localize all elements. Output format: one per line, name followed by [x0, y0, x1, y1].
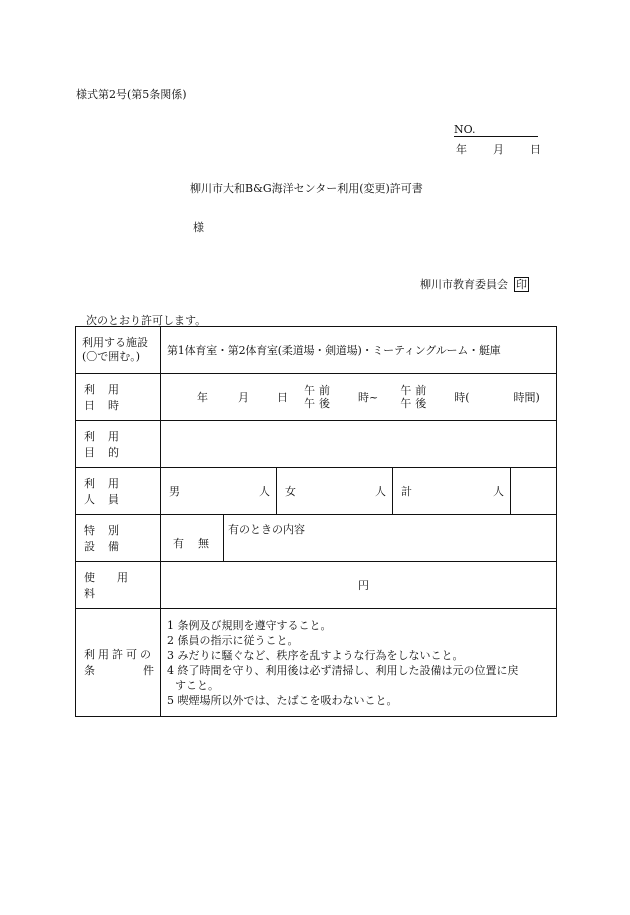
- conditions-label-char2: 件: [143, 663, 154, 677]
- male-label: 男: [169, 485, 180, 498]
- document-number-field[interactable]: [454, 123, 538, 137]
- date-month: 月: [493, 143, 504, 156]
- datetime-row: [76, 374, 557, 421]
- female-label: 女: [285, 485, 296, 498]
- fee-row: [76, 562, 557, 609]
- purpose-cell[interactable]: [161, 421, 557, 468]
- datetime-cell[interactable]: [161, 374, 557, 421]
- fee-label: [76, 562, 161, 609]
- hours-total: 時間): [513, 391, 540, 404]
- people-label: [76, 468, 161, 515]
- document-title: 柳川市大和B&G海洋センター利用(変更)許可書: [190, 182, 423, 195]
- fee-cell[interactable]: [161, 562, 557, 609]
- fee-unit: 円: [358, 579, 370, 592]
- condition-4-cont: すこと。: [175, 678, 219, 692]
- male-count-cell[interactable]: [161, 468, 277, 515]
- seal-mark: 印: [516, 278, 527, 291]
- condition-4: 4 終了時間を守り、利用後は必ず清掃し、利用した設備は元の位置に戻: [167, 663, 519, 677]
- purpose-label: [76, 421, 161, 468]
- form-number: 様式第2号(第5条関係): [76, 88, 187, 101]
- purpose-row: [76, 421, 557, 468]
- special-label-text: 特別設備: [84, 524, 132, 553]
- end-am: 午前: [400, 384, 431, 397]
- fee-label-text: 使用料: [84, 571, 150, 600]
- people-label-text: 利用人員: [84, 477, 132, 506]
- people-row: [76, 468, 557, 515]
- purpose-label-text: 利用目的: [84, 430, 132, 459]
- facility-options: 第1体育室・第2体育室(柔道場・剣道場)・ミーティングルーム・艇庫: [167, 344, 501, 357]
- datetime-year: 年: [197, 391, 208, 404]
- start-ampm[interactable]: [304, 384, 334, 410]
- facility-label-line1: 利用する施設: [82, 336, 148, 349]
- datetime-day: 日: [277, 391, 288, 404]
- special-detail-label: 有のときの内容: [228, 523, 305, 536]
- date-year: 年: [456, 143, 467, 156]
- facility-label-line2: (〇で囲む。): [82, 350, 141, 363]
- conditions-cell: [161, 609, 557, 717]
- datetime-month: 月: [238, 391, 249, 404]
- total-label: 計: [401, 485, 412, 498]
- special-equipment-row: [76, 515, 557, 562]
- facility-options-cell[interactable]: [161, 327, 557, 374]
- special-yes-no-cell[interactable]: [161, 515, 224, 562]
- no-label: NO.: [454, 123, 476, 136]
- issuer-name: 柳川市教育委員会: [420, 278, 508, 291]
- addressee-suffix: 様: [193, 221, 204, 234]
- start-am: 午前: [304, 384, 334, 397]
- special-label: [76, 515, 161, 562]
- female-unit: 人: [375, 485, 386, 498]
- permit-table: [75, 326, 557, 717]
- total-unit: 人: [493, 485, 504, 498]
- male-unit: 人: [259, 485, 270, 498]
- condition-2: 2 係員の指示に従うこと。: [167, 633, 299, 647]
- end-ampm[interactable]: [400, 384, 430, 410]
- female-count-cell[interactable]: [277, 468, 393, 515]
- people-extra-cell[interactable]: [511, 468, 557, 515]
- conditions-list: [161, 612, 556, 714]
- start-pm: 午後: [304, 397, 334, 410]
- conditions-label-char1: 条: [84, 663, 95, 677]
- special-no: 無: [198, 537, 209, 550]
- date-day: 日: [530, 143, 541, 156]
- conditions-label: [76, 609, 161, 717]
- issuer: [420, 276, 529, 292]
- condition-3: 3 みだりに騒ぐなど、秩序を乱すような行為をしないこと。: [167, 648, 464, 662]
- condition-5: 5 喫煙場所以外では、たばこを吸わないこと。: [167, 693, 398, 707]
- end-pm: 午後: [400, 397, 431, 410]
- condition-1: 1 条例及び規則を遵守すること。: [167, 618, 332, 632]
- special-yes: 有: [173, 537, 184, 550]
- hour-from: 時~: [358, 391, 379, 404]
- issue-date: [456, 141, 541, 157]
- datetime-label: [76, 374, 161, 421]
- conditions-row: [76, 609, 557, 717]
- conditions-label-line1: 利用許可の: [84, 647, 154, 661]
- facility-row: [76, 327, 557, 374]
- special-detail-cell[interactable]: [224, 515, 557, 562]
- total-count-cell[interactable]: [393, 468, 511, 515]
- intro-text: 次のとおり許可します。: [86, 314, 207, 327]
- hour-to: 時(: [454, 391, 470, 404]
- facility-label: [76, 327, 161, 374]
- datetime-label-text: 利用日時: [84, 383, 132, 412]
